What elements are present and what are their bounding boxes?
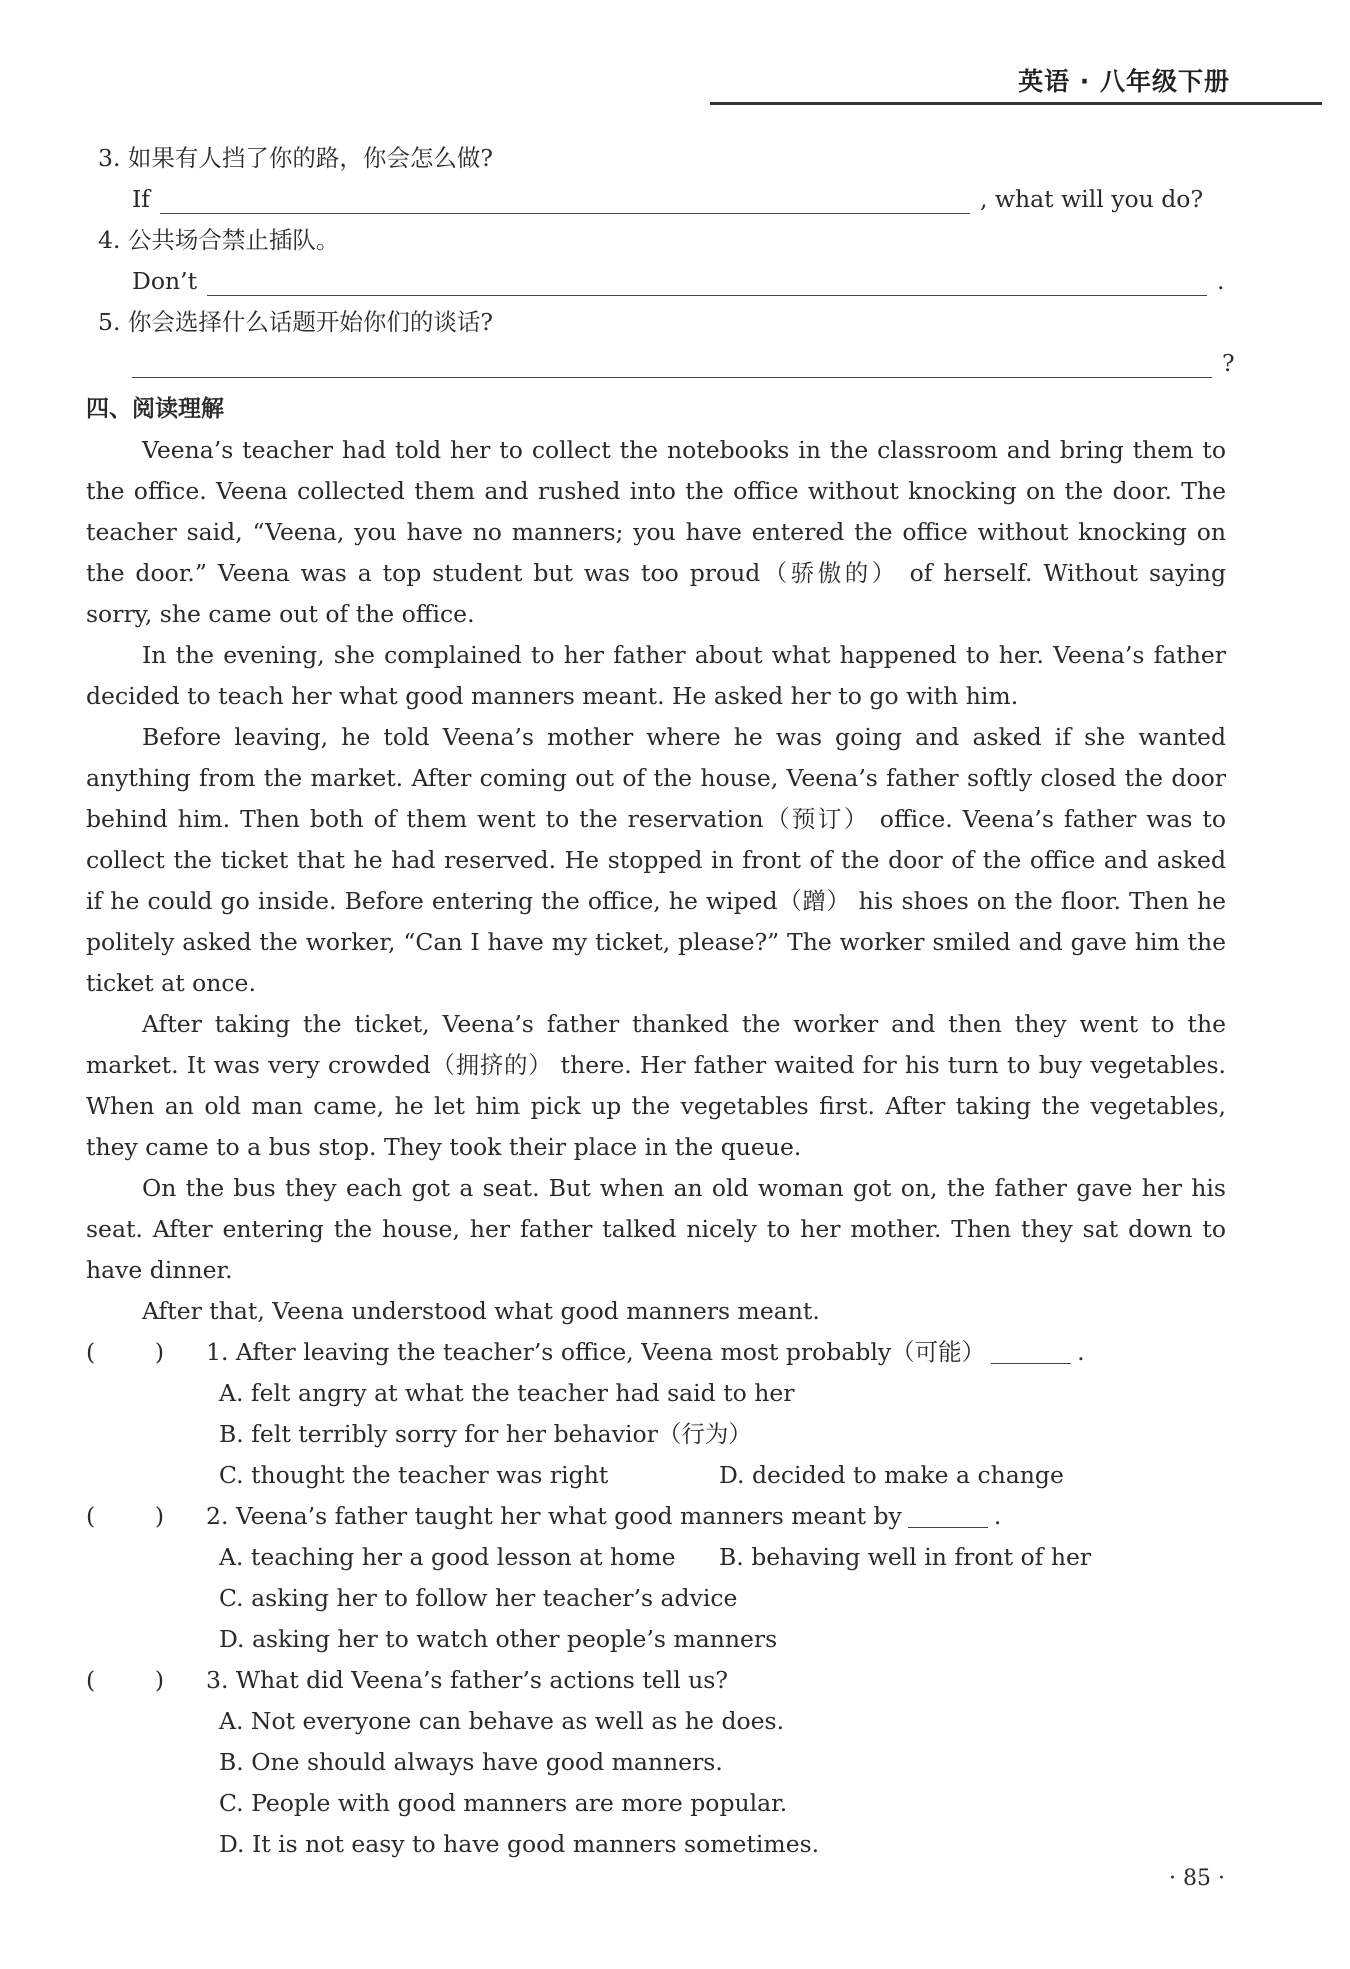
option-a[interactable]: A. Not everyone can behave as well as he does. [219, 1707, 785, 1735]
option-b[interactable]: B. behaving well in front of her [719, 1543, 1092, 1571]
answer-paren[interactable]: ( ) [86, 1338, 165, 1366]
section-title: 四、阅读理解 [86, 396, 224, 422]
stem-blank [908, 1505, 988, 1528]
translation-prompt: 3. 如果有人挡了你的路，你会怎么做? [98, 144, 493, 172]
question-end: . [1077, 1338, 1085, 1366]
question-1 [86, 1332, 1226, 1496]
answer-prefix: If [132, 185, 150, 213]
option-d[interactable]: D. It is not easy to have good manners sometimes. [219, 1830, 820, 1858]
page-header [0, 0, 1350, 105]
translation-prompt: 4. 公共场合禁止插队。 [98, 226, 340, 254]
translation-answer-line [86, 261, 1226, 302]
option-a[interactable]: A. teaching her a good lesson at home [219, 1543, 676, 1571]
passage-paragraph: After that, Veena understood what good manners meant. [142, 1297, 820, 1325]
option-b[interactable]: B. One should always have good manners. [219, 1748, 723, 1776]
stem-blank [991, 1341, 1071, 1364]
answer-prefix: Don’t [132, 267, 198, 295]
passage-paragraph: On the bus they each got a seat. But when an old woman got on, the father gave her his seat. After entering the house, her father talked nicely to her mother. Then they sat down to have dinner. [86, 1174, 1226, 1284]
translation-item-3 [86, 138, 1226, 220]
question-2 [86, 1496, 1226, 1660]
answer-blank[interactable] [207, 265, 1207, 296]
translation-answer-line [86, 343, 1235, 384]
option-c[interactable]: C. People with good manners are more popular. [219, 1789, 788, 1817]
passage-paragraph: Veena’s teacher had told her to collect the notebooks in the classroom and bring them to the office. Veena collected them and rushed into the office without knocking on the door. The teacher said, “Veena, you have no manners; you have entered the office without knocking on the door.” Veena was a top student but was too proud（骄傲的） of herself. Without saying sorry, she came out of the office. [86, 436, 1226, 628]
page-content [86, 138, 1235, 1865]
option-d[interactable]: D. decided to make a change [719, 1461, 1064, 1489]
answer-suffix: , what will you do? [979, 185, 1204, 213]
passage-paragraph: After taking the ticket, Veena’s father thanked the worker and then they went to the market. It was very crowded（拥挤的） there. Her father waited for his turn to buy vegetables. When an old man came, he let him pick up the vegetables first. After taking the vegetables, they came to a bus stop. They took their place in the queue. [86, 1010, 1226, 1161]
translation-item-4 [86, 220, 1226, 302]
answer-blank[interactable] [160, 183, 970, 214]
passage-paragraph: In the evening, she complained to her father about what happened to her. Veena’s father decided to teach her what good manners meant. He asked her to go with him. [86, 641, 1226, 710]
answer-blank[interactable] [132, 347, 1212, 378]
option-c[interactable]: C. asking her to follow her teacher’s advice [219, 1584, 738, 1612]
option-d[interactable]: D. asking her to watch other people’s manners [219, 1625, 778, 1653]
question-text: 1. After leaving the teacher’s office, Veena most probably（可能） [206, 1338, 986, 1366]
header-rule [710, 102, 1322, 105]
answer-paren[interactable]: ( ) [86, 1666, 165, 1694]
question-end: . [993, 1502, 1002, 1530]
answer-suffix: ? [1222, 349, 1235, 377]
reading-passage [86, 430, 1226, 1332]
option-b[interactable]: B. felt terribly sorry for her behavior（行为） [219, 1420, 752, 1448]
translation-answer-line [86, 179, 1226, 220]
question-text: 2. Veena’s father taught her what good manners meant by [206, 1502, 902, 1530]
option-row [86, 1455, 1226, 1496]
question-stem [206, 1496, 1001, 1537]
answer-suffix: . [1217, 267, 1225, 295]
book-title: 英语 · 八年级下册 [1018, 67, 1230, 96]
option-a[interactable]: A. felt angry at what the teacher had said to her [219, 1379, 795, 1407]
question-3 [86, 1660, 1226, 1865]
translation-prompt: 5. 你会选择什么话题开始你们的谈话? [98, 308, 493, 336]
translation-item-5 [86, 302, 1235, 384]
option-c[interactable]: C. thought the teacher was right [219, 1461, 609, 1489]
question-stem [206, 1332, 1085, 1373]
answer-paren[interactable]: ( ) [86, 1502, 165, 1530]
passage-paragraph: Before leaving, he told Veena’s mother where he was going and asked if she wanted anything from the market. After coming out of the house, Veena’s father softly closed the door behind him. Then both of them went to the reservation（预订） office. Veena’s father was to collect the ticket that he had reserved. He stopped in front of the door of the office and asked if he could go inside. Before entering the office, he wiped（蹭） his shoes on the floor. Then he politely asked the worker, “Can I have my ticket, please?” The worker smiled and gave him the ticket at once. [86, 723, 1226, 997]
option-row [86, 1537, 1226, 1578]
question-text: 3. What did Veena’s father’s actions tell us? [206, 1666, 728, 1694]
page-number: · 85 · [1169, 1866, 1225, 1891]
